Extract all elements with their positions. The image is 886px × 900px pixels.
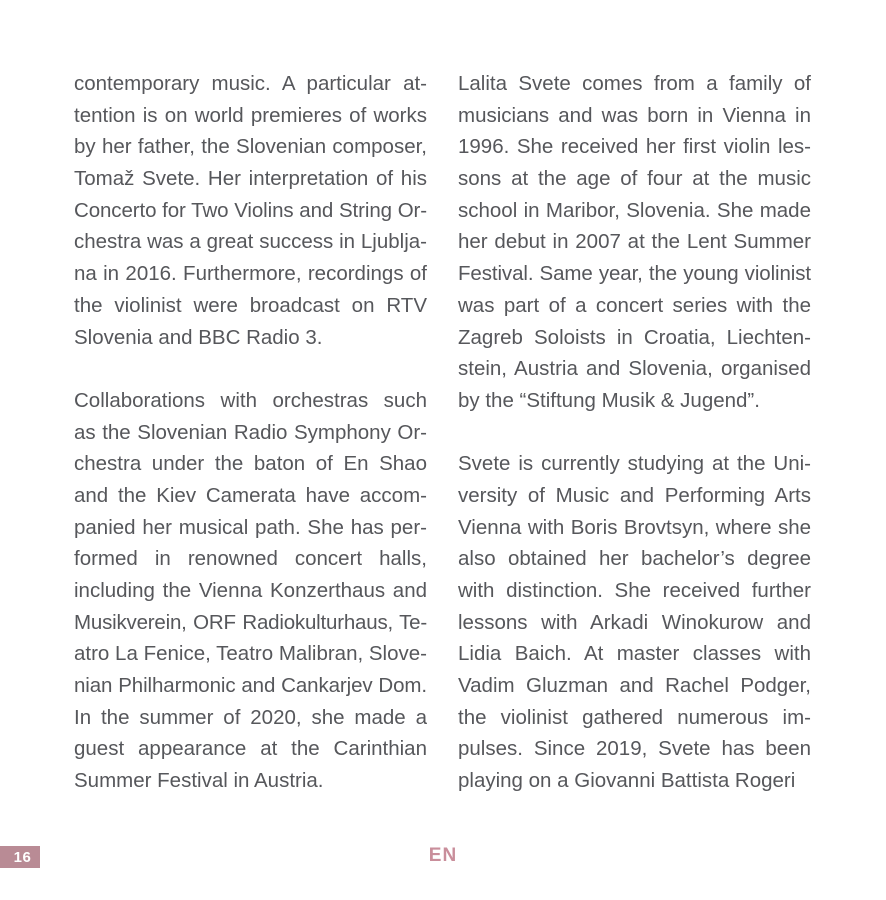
text-column-right xyxy=(458,68,811,797)
language-label: EN xyxy=(428,845,458,866)
paragraph xyxy=(458,448,811,797)
text-line: Summer Festival in Austria. xyxy=(74,769,324,793)
text-line: also obtained her bachelor’s degree xyxy=(458,547,811,571)
text-line: playing on a Giovanni Battista Rogeri xyxy=(458,769,796,793)
text-line: contemporary music. A particular at- xyxy=(74,72,427,95)
text-line: Tomaž Svete. Her interpretation of his xyxy=(74,167,427,191)
text-line: chestra under the baton of En Shao xyxy=(74,452,427,476)
text-line: Zagreb Soloists in Croatia, Liechten- xyxy=(458,325,811,349)
text-line: Slovenia and BBC Radio 3. xyxy=(74,325,323,349)
text-line: Concerto for Two Violins and String Or- xyxy=(74,198,427,222)
text-column-left xyxy=(74,68,427,797)
text-line: Svete is currently studying at the Uni- xyxy=(458,452,811,476)
text-line: by her father, the Slovenian composer, xyxy=(74,135,427,159)
text-line: stein, Austria and Slovenia, organised xyxy=(458,357,811,381)
text-line: musicians and was born in Vienna in xyxy=(458,103,811,127)
text-line: the violinist were broadcast on RTV xyxy=(74,293,427,317)
text-line: and the Kiev Camerata have accom- xyxy=(74,483,427,507)
text-line: Festival. Same year, the young violinist xyxy=(458,262,811,286)
text-line: Lidia Baich. At master classes with xyxy=(458,642,811,666)
text-line: atro La Fenice, Teatro Malibran, Slove- xyxy=(74,642,427,666)
text-line: by the “Stiftung Musik & Jugend”. xyxy=(458,388,760,412)
text-line: panied her musical path. She has per- xyxy=(74,515,427,539)
text-line: the violinist gathered numerous im- xyxy=(458,705,811,729)
text-line: Vadim Gluzman and Rachel Podger, xyxy=(458,674,811,698)
text-line: nian Philharmonic and Cankarjev Dom. xyxy=(74,674,427,698)
text-line: Lalita Svete comes from a family of xyxy=(458,72,811,95)
text-line: chestra was a great success in Ljublja- xyxy=(74,230,427,254)
text-line: guest appearance at the Carinthian xyxy=(74,737,427,761)
paragraph xyxy=(74,385,427,797)
text-line: na in 2016. Furthermore, recordings of xyxy=(74,262,427,286)
text-line: 1996. She received her first violin les- xyxy=(458,135,811,159)
text-line: including the Vienna Konzerthaus and xyxy=(74,579,427,602)
text-line: as the Slovenian Radio Symphony Or- xyxy=(74,420,427,444)
text-line: tention is on world premieres of works xyxy=(74,103,427,127)
text-line: pulses. Since 2019, Svete has been xyxy=(458,737,811,761)
paragraph xyxy=(458,68,811,417)
paragraph xyxy=(74,68,427,353)
text-columns xyxy=(74,68,811,797)
text-line: versity of Music and Performing Arts xyxy=(458,483,811,507)
text-line: Collaborations with orchestras such xyxy=(74,388,427,412)
text-line: lessons with Arkadi Winokurow and xyxy=(458,610,811,634)
page-number: 16 xyxy=(13,848,32,866)
text-line: her debut in 2007 at the Lent Summer xyxy=(458,230,811,254)
text-line: school in Maribor, Slovenia. She made xyxy=(458,198,811,222)
text-line: Vienna with Boris Brovtsyn, where she xyxy=(458,515,811,539)
text-line: Musikverein, ORF Radiokulturhaus, Te- xyxy=(74,610,427,634)
text-line: sons at the age of four at the music xyxy=(458,167,811,191)
text-line: was part of a concert series with the xyxy=(458,293,811,317)
text-line: with distinction. She received further xyxy=(458,579,811,602)
text-line: formed in renowned concert halls, xyxy=(74,547,427,571)
text-line: In the summer of 2020, she made a xyxy=(74,705,427,729)
